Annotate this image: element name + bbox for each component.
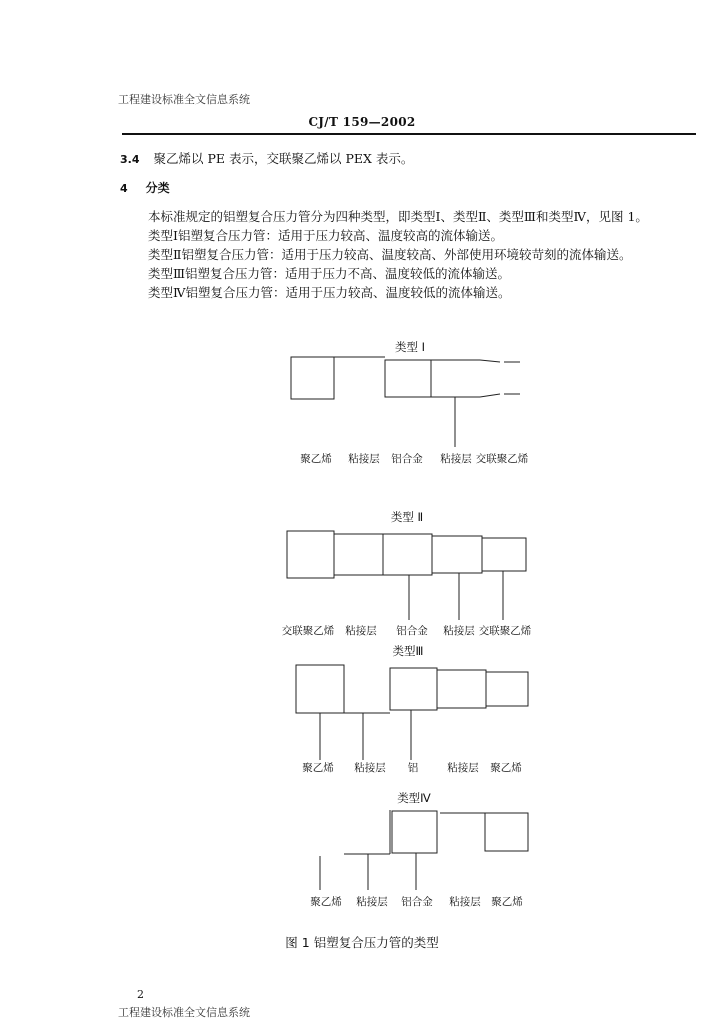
label-adhesive: 粘接层 [449,896,481,908]
label-pex: 交联聚乙烯 [281,625,335,637]
section-text: 聚乙烯以 PE 表示，交联聚乙烯以 PEX 表示。 [153,151,414,166]
document-number: CJ/T 159—2002 [308,115,416,129]
label-pe: 聚乙烯 [300,453,332,465]
label-aluminium-alloy: 铝合金 [401,896,433,908]
header-system-name: 工程建设标准全文信息系统 [118,93,250,106]
diagram-type-3 [296,644,528,774]
paragraph-intro: 本标准规定的铝塑复合压力管分为四种类型，即类型Ⅰ、类型Ⅱ、类型Ⅲ和类型Ⅳ，见图 1。 [148,209,648,224]
label-aluminium: 铝 [407,762,419,774]
layer-inner-pex [482,538,526,571]
figure-caption: 图 1 铝塑复合压力管的类型 [285,935,439,950]
layer-aluminium-alloy [392,811,437,853]
label-aluminium-alloy: 铝合金 [391,453,423,465]
section-title: 分类 [145,181,170,195]
label-adhesive: 粘接层 [345,625,377,637]
diagram-type-2 [282,510,532,637]
label-pe: 聚乙烯 [491,896,523,908]
diagram-type-1 [291,340,529,465]
label-pe: 聚乙烯 [302,762,334,774]
footer-system-name: 工程建设标准全文信息系统 [118,1006,250,1019]
paragraph-type3: 类型Ⅲ铝塑复合压力管：适用于压力不高、温度较低的流体输送。 [148,266,511,281]
label-aluminium-alloy: 铝合金 [396,625,428,637]
label-pe: 聚乙烯 [490,762,522,774]
layer-outer-pex [287,531,334,578]
layer-outer-adhesive [334,534,383,575]
page-number: 2 [137,988,144,1001]
label-adhesive: 粘接层 [354,762,386,774]
label-pe: 聚乙烯 [310,896,342,908]
layer-inner-adhesive [432,536,482,573]
type-3-title: 类型Ⅲ [392,644,424,658]
layer-inner-pe [485,813,528,851]
layer-outer-pe [291,357,334,399]
diagram-type-4 [310,791,528,908]
label-pex: 交联聚乙烯 [475,453,529,465]
layer-inner-pex-bottom [480,394,520,397]
label-adhesive: 粘接层 [447,762,479,774]
label-pex: 交联聚乙烯 [478,625,532,637]
type-2-title: 类型 Ⅱ [390,510,424,524]
label-adhesive: 粘接层 [348,453,380,465]
type-4-title: 类型Ⅳ [397,791,431,805]
paragraph-type1: 类型Ⅰ铝塑复合压力管：适用于压力较高、温度较高的流体输送。 [148,228,503,243]
layer-inner-adhesive [437,670,486,708]
paragraph-type4: 类型Ⅳ铝塑复合压力管：适用于压力较高、温度较低的流体输送。 [148,285,511,300]
label-adhesive: 粘接层 [356,896,388,908]
section-number: 3.4 [120,153,140,166]
type-1-title: 类型 Ⅰ [394,340,426,354]
layer-aluminium-alloy [383,534,432,575]
layer-inner-pex-top [480,360,520,362]
layer-aluminium [390,668,437,710]
section-number: 4 [120,182,128,195]
label-adhesive: 粘接层 [443,625,475,637]
layer-outer-pe [296,665,344,713]
label-adhesive: 粘接层 [440,453,472,465]
layer-aluminium-alloy [385,360,431,397]
layer-inner-pe [486,672,528,706]
paragraph-type2: 类型Ⅱ铝塑复合压力管：适用于压力较高、温度较高、外部使用环境较苛刻的流体输送。 [148,247,632,262]
